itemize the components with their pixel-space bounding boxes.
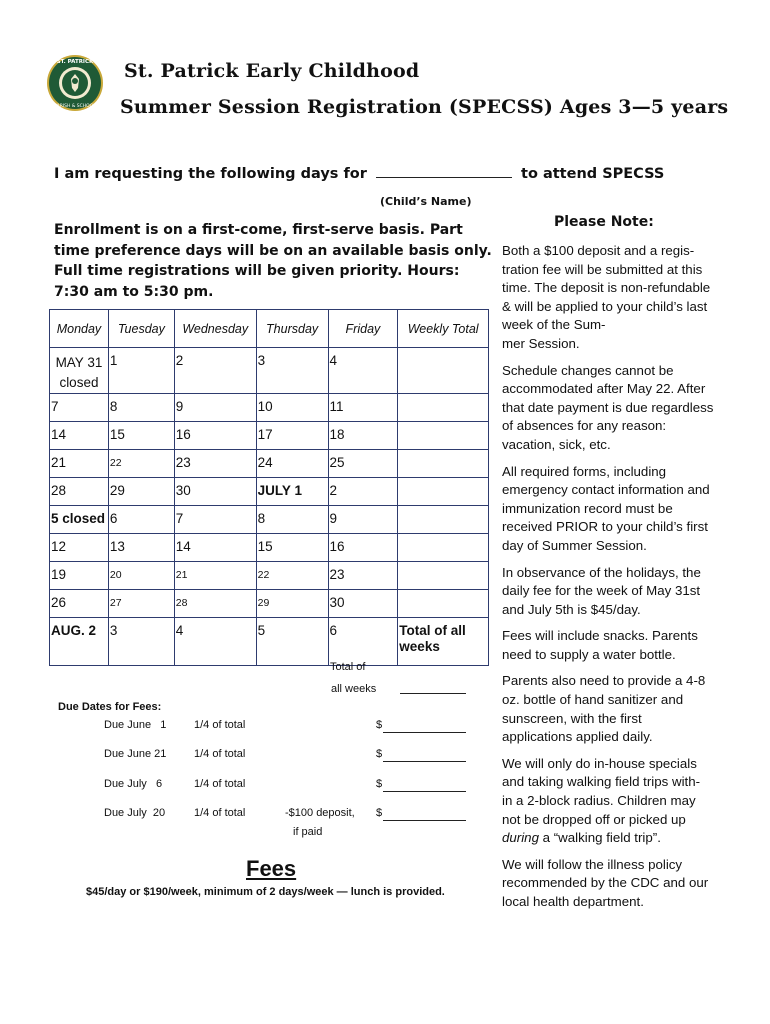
weekly-total-cell[interactable]	[398, 348, 489, 394]
day-cell: 24	[256, 450, 328, 478]
fees-subtitle: $45/day or $190/week, minimum of 2 days/week — lunch is provided.	[86, 886, 445, 898]
title-line1: St. Patrick Early Childhood	[124, 60, 420, 82]
calendar-row	[50, 348, 489, 394]
calendar-row	[50, 394, 489, 422]
weekly-total-cell[interactable]	[398, 450, 489, 478]
day-cell: 28	[174, 590, 256, 618]
due-amount-field[interactable]	[383, 791, 466, 792]
calendar-row	[50, 534, 489, 562]
day-cell: 15	[108, 422, 174, 450]
day-cell: 5	[256, 618, 328, 666]
request-suffix: to attend SPECSS	[521, 166, 665, 182]
note-item: In observance of the holidays, the daily fee for the week of May 31st and July 5th is $45/day.	[502, 564, 701, 617]
day-cell: 9	[328, 506, 398, 534]
fees-title: Fees	[246, 856, 297, 881]
day-cell: 30	[174, 478, 256, 506]
due-portion: 1/4 of total	[194, 807, 246, 819]
note-item: We will only do in-house specials and taking walking field trips with- in a 2-block radius. Children may not be dropped off or picked up during a “walking field trip”.	[502, 755, 701, 846]
due-date: Due July 20	[104, 807, 166, 819]
day-cell: 10	[256, 394, 328, 422]
day-cell: 2	[174, 348, 256, 394]
day-cell: 15	[256, 534, 328, 562]
day-cell: 13	[108, 534, 174, 562]
header-tuesday: Tuesday	[108, 310, 174, 348]
due-currency: $	[376, 719, 383, 731]
day-cell: 5 closed	[50, 506, 109, 534]
day-cell: 14	[174, 534, 256, 562]
weekly-total-cell[interactable]	[398, 506, 489, 534]
calendar-row	[50, 506, 489, 534]
day-cell: 22	[108, 450, 174, 478]
header-weekly-total: Weekly Total	[398, 310, 489, 348]
day-cell: 4	[174, 618, 256, 666]
due-note2: if paid	[293, 826, 323, 838]
due-portion: 1/4 of total	[194, 748, 246, 760]
child-name-label: (Child’s Name)	[380, 195, 472, 208]
day-cell: 11	[328, 394, 398, 422]
day-cell: 21	[50, 450, 109, 478]
calendar-row	[50, 618, 489, 666]
total-label-line1: Total of	[330, 661, 366, 673]
due-currency: $	[376, 778, 383, 790]
day-cell: 25	[328, 450, 398, 478]
day-cell: 28	[50, 478, 109, 506]
day-cell: 14	[50, 422, 109, 450]
due-dates-title: Due Dates for Fees:	[58, 701, 162, 713]
calendar-row	[50, 562, 489, 590]
day-cell: 27	[108, 590, 174, 618]
day-cell: 8	[108, 394, 174, 422]
day-cell: JULY 1	[256, 478, 328, 506]
day-cell: AUG. 2	[50, 618, 109, 666]
weekly-total-cell[interactable]: Total of all weeks	[398, 618, 489, 666]
day-cell: 21	[174, 562, 256, 590]
day-cell: 23	[328, 562, 398, 590]
calendar-row	[50, 422, 489, 450]
day-cell: 29	[256, 590, 328, 618]
weekly-total-cell[interactable]	[398, 478, 489, 506]
day-cell: 26	[50, 590, 109, 618]
day-cell: 6	[108, 506, 174, 534]
weekly-total-cell[interactable]	[398, 422, 489, 450]
day-cell: 8	[256, 506, 328, 534]
note-item: We will follow the illness policy recommended by the CDC and our local health department.	[502, 856, 709, 909]
note-item: Parents also need to provide a 4-8 oz. bottle of hand sanitizer and sunscreen, with the first applications applied daily.	[502, 673, 706, 745]
total-label-line2: all weeks	[331, 683, 377, 695]
enrollment-paragraph: Enrollment is on a first-come, first-serve basis. Part time preference days will be on an available basis only. Full time registrations will be given priority. Hours: 7:30 am to 5:30 pm.	[54, 222, 492, 300]
day-cell: 1	[108, 348, 174, 394]
svg-text:ST. PATRICK: ST. PATRICK	[56, 59, 94, 65]
title-line2: Summer Session Registration (SPECSS) Ages 3—5 years	[120, 96, 729, 118]
due-note: -$100 deposit,	[285, 807, 355, 819]
header-thursday: Thursday	[256, 310, 328, 348]
note-item: Schedule changes cannot be accommodated after May 22. After that date payment is due regardless of absences for any reason: vacation, sick, etc.	[502, 362, 714, 452]
day-cell: 30	[328, 590, 398, 618]
day-cell: 19	[50, 562, 109, 590]
note-item: Both a $100 deposit and a regis- tration fee will be submitted at this time. The deposit is non-refundable & will be applied to your child’s last week of the Sum- mer Session.	[502, 243, 711, 351]
due-currency: $	[376, 807, 383, 819]
due-date: Due June 21	[104, 748, 167, 760]
weekly-total-cell[interactable]	[398, 562, 489, 590]
day-cell: 16	[328, 534, 398, 562]
day-cell: 7	[174, 506, 256, 534]
svg-text:PARISH & SCHOOL: PARISH & SCHOOL	[54, 104, 96, 109]
day-cell: 4	[328, 348, 398, 394]
due-amount-field[interactable]	[383, 732, 466, 733]
weekly-total-cell[interactable]	[398, 394, 489, 422]
day-cell: 7	[50, 394, 109, 422]
calendar-table	[49, 309, 489, 666]
day-cell: 2	[328, 478, 398, 506]
day-cell: 16	[174, 422, 256, 450]
header-monday: Monday	[50, 310, 109, 348]
day-cell: 9	[174, 394, 256, 422]
due-portion: 1/4 of total	[194, 719, 246, 731]
child-name-field[interactable]	[376, 166, 512, 178]
note-item: All required forms, including emergency contact information and immunization record must be received PRIOR to your child’s first day of Summer Session.	[502, 463, 710, 553]
day-cell: 29	[108, 478, 174, 506]
header-wednesday: Wednesday	[174, 310, 256, 348]
day-cell: 22	[256, 562, 328, 590]
request-prefix: I am requesting the following days for	[54, 166, 367, 182]
day-cell: 18	[328, 422, 398, 450]
note-title: Please Note:	[554, 214, 654, 230]
grand-total-field[interactable]	[400, 693, 466, 694]
day-cell: 12	[50, 534, 109, 562]
school-seal-logo	[46, 54, 104, 112]
due-date: Due July 6	[104, 778, 163, 790]
day-cell: 17	[256, 422, 328, 450]
calendar-row	[50, 478, 489, 506]
day-cell: 6	[328, 618, 398, 666]
due-currency: $	[376, 748, 383, 760]
day-cell: MAY 31 closed	[50, 348, 109, 394]
day-cell: 3	[256, 348, 328, 394]
day-cell: 23	[174, 450, 256, 478]
day-cell: 20	[108, 562, 174, 590]
due-amount-field[interactable]	[383, 761, 466, 762]
notes-list	[502, 242, 714, 920]
weekly-total-cell[interactable]	[398, 534, 489, 562]
due-amount-field[interactable]	[383, 820, 466, 821]
request-line	[54, 166, 664, 182]
due-date: Due June 1	[104, 719, 167, 731]
note-item: Fees will include snacks. Parents need to supply a water bottle.	[502, 628, 698, 662]
header-friday: Friday	[328, 310, 398, 348]
calendar-row	[50, 450, 489, 478]
due-portion: 1/4 of total	[194, 778, 246, 790]
day-cell: 3	[108, 618, 174, 666]
weekly-total-cell[interactable]	[398, 590, 489, 618]
calendar-row	[50, 590, 489, 618]
